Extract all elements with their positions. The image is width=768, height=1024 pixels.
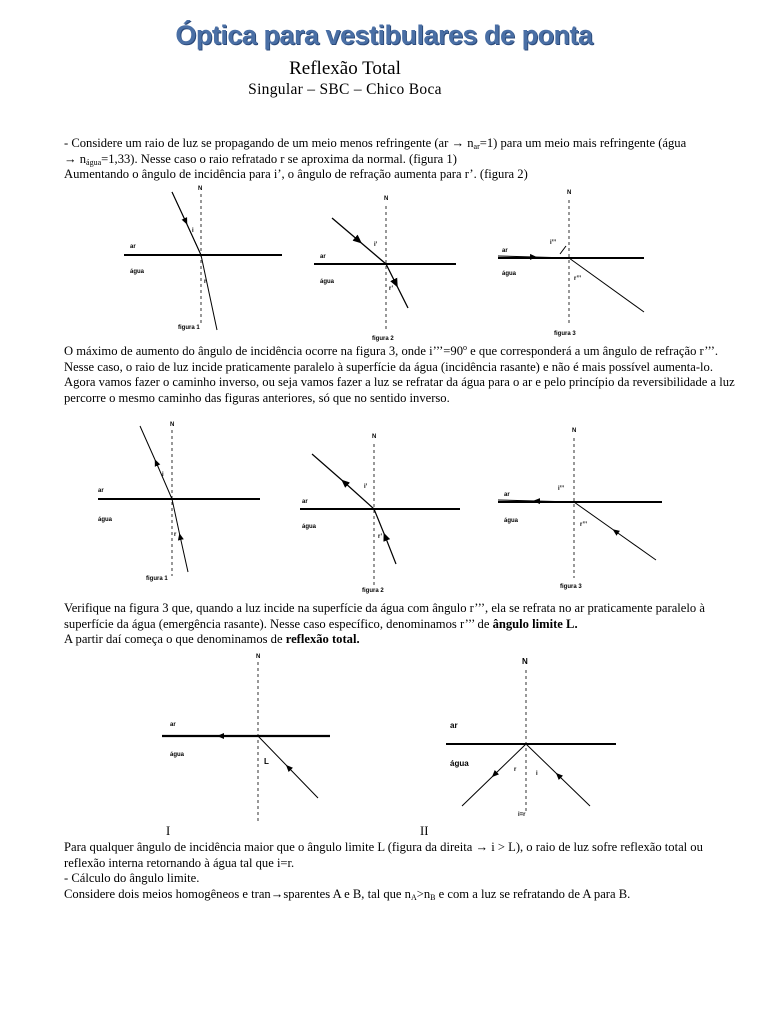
angle-i-label: i	[192, 228, 194, 234]
svg-text:água: água	[320, 279, 335, 285]
svg-text:figura 1: figura 1	[146, 576, 168, 582]
figure-3-air-to-water	[498, 190, 644, 337]
svg-text:r’’’: r’’’	[574, 276, 582, 282]
normal-label: N	[198, 186, 203, 192]
svg-text:ar: ar	[302, 499, 308, 505]
page-title: Óptica para vestibulares de ponta	[175, 20, 593, 50]
svg-text:i’’’: i’’’	[558, 486, 565, 492]
svg-text:água: água	[170, 752, 185, 758]
svg-text:r’: r’	[378, 534, 383, 540]
figure-I-label: I	[166, 824, 171, 838]
angle-r-label: r	[204, 279, 207, 285]
svg-text:figura 3: figura 3	[560, 584, 582, 590]
svg-text:i’: i’	[374, 242, 378, 248]
svg-text:água: água	[504, 518, 519, 524]
figure-row-2	[90, 418, 670, 596]
svg-text:N: N	[170, 422, 175, 428]
svg-text:i’’’: i’’’	[550, 240, 557, 246]
figure-3-caption: figura 3	[554, 331, 576, 337]
figure-row-3	[150, 648, 630, 828]
air-label: ar	[130, 244, 136, 250]
svg-text:ar: ar	[450, 721, 458, 730]
figure-II-total-reflection	[446, 657, 616, 818]
figure-II-label: II	[420, 824, 429, 838]
figure-2-caption: figura 2	[372, 336, 394, 342]
svg-text:ar: ar	[502, 248, 508, 254]
svg-text:água: água	[98, 517, 113, 523]
svg-text:r: r	[514, 767, 517, 773]
paragraph-limit-angle: Verifique na figura 3 que, quando a luz incide na superfície da água com ângulo r’’’, ela se refrata no ar praticamente paralelo à superfície da água (emergência rasante). Nesse caso específico, denominamos r’’’ de ângulo limite L. A partir daí começa o que denominamos de reflexão total.	[64, 601, 705, 646]
figure-row-1	[114, 180, 674, 345]
svg-text:N: N	[572, 428, 577, 434]
byline: Singular – SBC – Chico Boca	[248, 81, 442, 98]
svg-text:N: N	[567, 190, 572, 196]
svg-text:água: água	[450, 759, 469, 768]
figure-2-air-to-water	[314, 196, 456, 342]
paragraph-maximum-angle: O máximo de aumento do ângulo de incidência ocorre na figura 3, onde $i’’’=90^o$ e que corresponderá a um ângulo de refração r’’’. Nesse caso, o raio de luz incide praticamente paralelo à superfície da água (incidência rasante) e não é mais possível aumenta-lo. Agora vamos fazer o caminho inverso, ou seja vamos fazer a luz se refratar da água para o ar e pelo princípio da reversibilidade a luz percorre o mesmo caminho das figuras anteriores, só que no sentido inverso.	[64, 343, 735, 405]
figure-1-water-to-air	[98, 422, 260, 582]
svg-text:N: N	[372, 434, 377, 440]
figure-2-water-to-air	[300, 434, 460, 594]
svg-text:i: i	[162, 472, 164, 478]
figure-I-limit-angle	[162, 654, 330, 822]
svg-text:i’: i’	[364, 484, 368, 490]
svg-text:L: L	[264, 757, 269, 766]
svg-text:água: água	[302, 524, 317, 530]
svg-text:N: N	[256, 654, 261, 660]
figure-1-caption: figura 1	[178, 325, 200, 331]
svg-text:figura 2: figura 2	[362, 588, 384, 594]
svg-text:N: N	[384, 196, 389, 202]
svg-text:r’’’: r’’’	[580, 522, 588, 528]
svg-text:r: r	[174, 532, 177, 538]
svg-text:N: N	[522, 657, 528, 666]
svg-text:ar: ar	[170, 722, 176, 728]
svg-text:ar: ar	[320, 254, 326, 260]
svg-text:água: água	[502, 271, 517, 277]
topic-heading: Reflexão Total	[289, 58, 401, 79]
svg-text:i=r: i=r	[518, 812, 526, 818]
svg-text:r’: r’	[389, 286, 394, 292]
water-label: água	[130, 269, 145, 275]
svg-text:ar: ar	[504, 492, 510, 498]
paragraph-total-reflection: Para qualquer ângulo de incidência maior que o ângulo limite L (figura da direita → i > L), o raio de luz sofre reflexão total ou reflexão interna retornando à água tal que i=r. - Cálculo do ângulo limite. Considere dois meios homogêneos e tran→sparentes A e B, tal que $n_A>n_B$ e com a luz se refratando de A para B.	[64, 840, 703, 902]
figure-1-air-to-water	[124, 186, 282, 331]
svg-text:i: i	[536, 771, 538, 777]
figure-3-water-to-air	[498, 428, 662, 590]
svg-text:ar: ar	[98, 488, 104, 494]
paragraph-intro: - Considere um raio de luz se propagando de um meio menos refringente $(ar \to n_{ar}=1)$ para um meio mais refringente (água → $n_{água}=1,33$). Nesse caso o raio refratado r se aproxima da normal. (figura 1) Aumentando o ângulo de incidência para i’, o ângulo de refração aumenta para r’. (figura 2)	[64, 136, 687, 181]
